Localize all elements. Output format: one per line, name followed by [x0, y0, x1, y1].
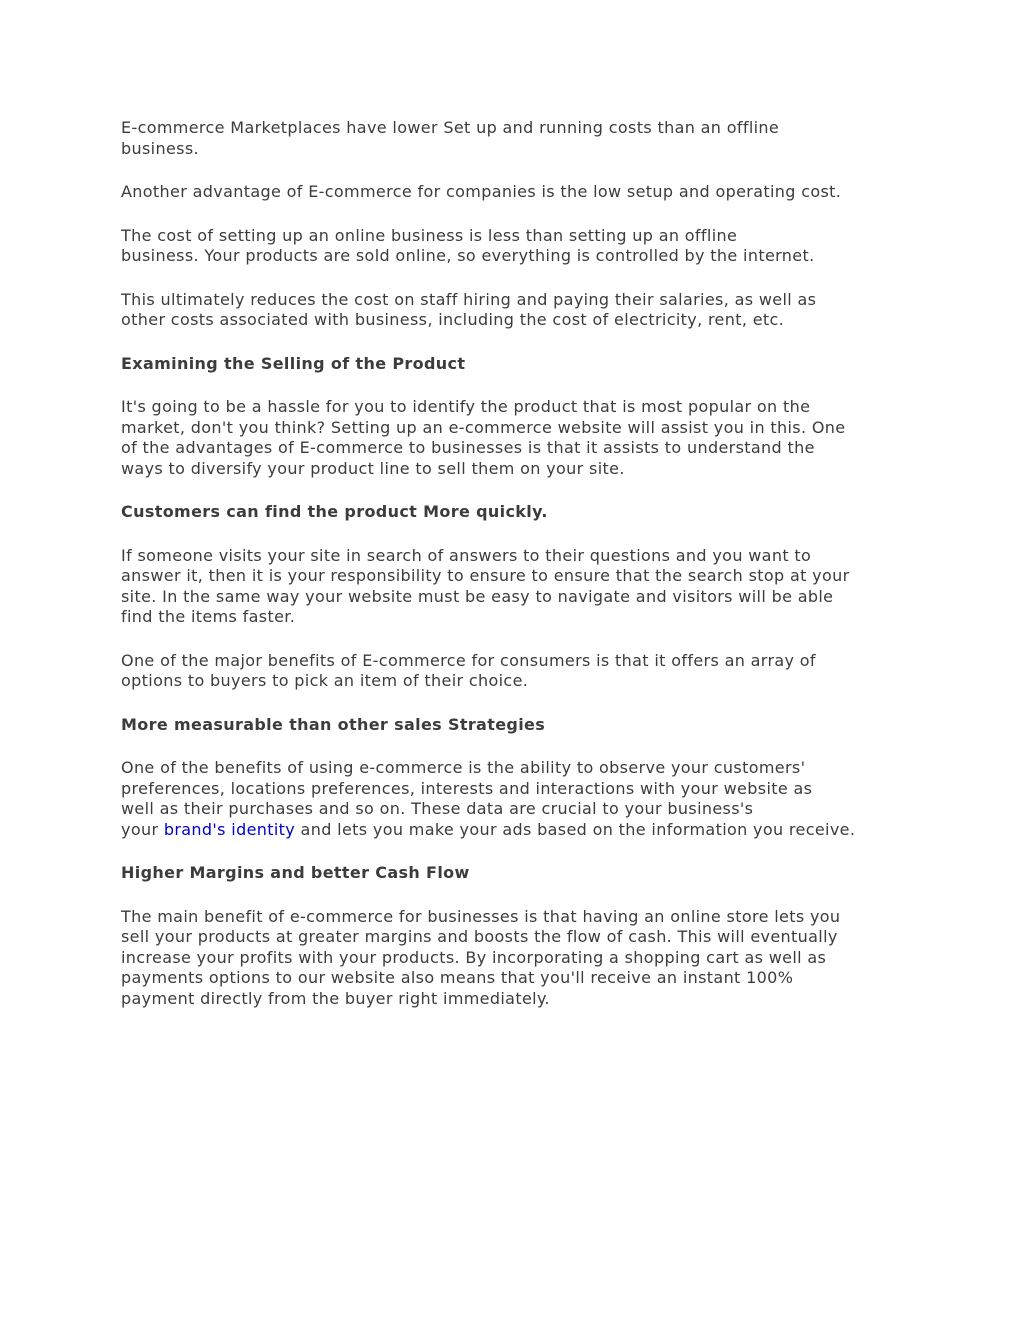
- text-before-link: your: [121, 819, 164, 839]
- text-line: market, don't you think? Setting up an e-commerce website will assist you in this. One: [121, 417, 846, 437]
- paragraph-margins: [121, 907, 911, 1010]
- text-line: site. In the same way your website must be easy to navigate and visitors will be able: [121, 586, 834, 606]
- text-line: sell your products at greater margins and boosts the flow of cash. This will eventually: [121, 927, 838, 946]
- text-line-with-link: [121, 820, 911, 841]
- paragraph-selling: [121, 397, 911, 479]
- text-line: The main benefit of e-commerce for businesses is that having an online store lets you: [121, 906, 841, 926]
- text-after-link: and lets you make your ads based on the information you receive.: [295, 819, 856, 839]
- text-line: payment directly from the buyer right immediately.: [121, 988, 550, 1008]
- text-line: of the advantages of E-commerce to businesses is that it assists to understand the: [121, 438, 815, 457]
- text-line: ways to diversify your product line to sell them on your site.: [121, 458, 625, 478]
- section-heading-margins: Higher Margins and better Cash Flow: [121, 863, 470, 882]
- text-line: It's going to be a hassle for you to identify the product that is most popular on the: [121, 397, 811, 416]
- paragraph-online-business-cost: [121, 226, 911, 267]
- section-heading-find-quickly: Customers can find the product More quickly.: [121, 502, 548, 521]
- section-heading-measurable: More measurable than other sales Strategies: [121, 714, 546, 734]
- text-line: business. Your products are sold online, so everything is controlled by the internet.: [121, 246, 815, 265]
- text-line: other costs associated with business, including the cost of electricity, rent, etc.: [121, 310, 785, 329]
- text-line: increase your profits with your products. By incorporating a shopping cart as well as: [121, 947, 827, 967]
- text-line: One of the major benefits of E-commerce for consumers is that it offers an array of: [121, 650, 816, 670]
- text-line: options to buyers to pick an item of their choice.: [121, 671, 529, 690]
- text-line: find the items faster.: [121, 607, 296, 626]
- text-line: The cost of setting up an online business is less than setting up an offline: [121, 225, 738, 245]
- text-line: This ultimately reduces the cost on staff hiring and paying their salaries, as well as: [121, 289, 817, 309]
- paragraph-marketplace-costs: [121, 118, 911, 159]
- text-line: payments options to our website also means that you'll receive an instant 100%: [121, 968, 794, 987]
- text-line: business.: [121, 138, 199, 158]
- paragraph-reduced-staff-cost: [121, 290, 911, 331]
- document-page: [121, 118, 911, 1032]
- text-line: E-commerce Marketplaces have lower Set up and running costs than an offline: [121, 118, 780, 137]
- text-line: One of the benefits of using e-commerce is the ability to observe your customers': [121, 758, 806, 777]
- brand-identity-link[interactable]: brand's identity: [163, 819, 296, 839]
- text-line: If someone visits your site in search of answers to their questions and you want to: [121, 545, 812, 565]
- section-heading-selling: Examining the Selling of the Product: [121, 353, 466, 373]
- paragraph-measurable: [121, 758, 911, 840]
- paragraph-low-setup-cost: [121, 182, 911, 203]
- text-line: well as their purchases and so on. These data are crucial to your business's: [121, 799, 754, 818]
- text-line: answer it, then it is your responsibility to ensure to ensure that the search stop at your: [121, 566, 850, 585]
- paragraph-find-quickly: [121, 546, 911, 628]
- paragraph-consumer-options: [121, 651, 911, 692]
- text-line: Another advantage of E-commerce for companies is the low setup and operating cost.: [121, 182, 842, 201]
- text-line: preferences, locations preferences, interests and interactions with your website as: [121, 778, 813, 798]
